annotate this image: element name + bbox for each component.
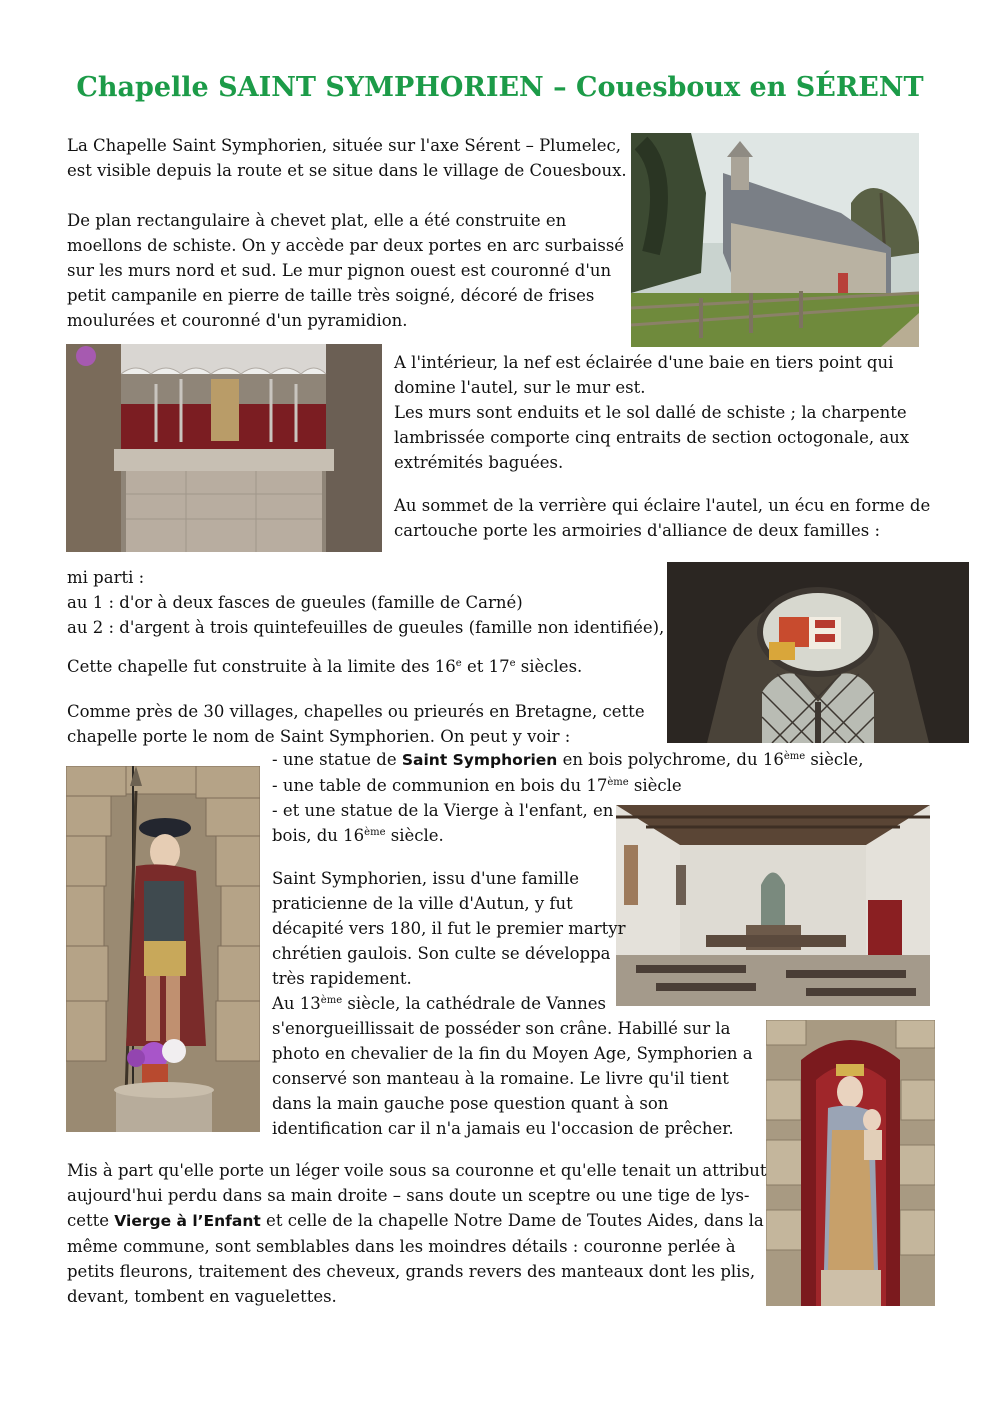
chapel-exterior-photo xyxy=(631,133,919,347)
plan-paragraph: De plan rectangulaire à chevet plat, elle a été construite en moellons de schiste. On y accède par deux portes en arc surbaissé sur les murs nord et sud. Le mur pignon ouest est couronné d'un petit campanile en pierre de taille très soigné, décoré de frises moulurées et couronné d'un pyramidion. xyxy=(67,211,625,330)
heraldry-paragraph: mi parti : au 1 : d'or à deux fasces de gueules (famille de Carné) au 2 : d'argent à trois quintefeuilles de gueules (famille non identifiée), xyxy=(67,568,665,637)
list-item: - une statue de Saint Symphorien en bois polychrome, du 16ème siècle, xyxy=(272,750,864,769)
intro-paragraph: La Chapelle Saint Symphorien, située sur l'axe Sérent – Plumelec, est visible depuis la route et se situe dans le village de Couesboux. xyxy=(67,136,627,180)
list-item: - et une statue de la Vierge à l'enfant, en xyxy=(272,801,614,820)
saint-symphorien-statue-photo xyxy=(66,766,260,1132)
list-item-continuation: bois, du 16ème siècle. xyxy=(272,826,444,845)
stained-glass-photo xyxy=(667,562,969,743)
relic-paragraph: Au 13ème siècle, la cathédrale de Vannes s'enorgueillissait de posséder son crâne. Habillé sur la photo en chevalier de la fin du Moyen Age, Symphorien a conservé son manteau à la romaine. Le livre qu'il tient dans la main gauche pose question quant à son identification car il n'a jamais eu l'occasion de prêcher. xyxy=(272,994,753,1138)
nave-interior-photo xyxy=(616,805,930,1006)
virgin-and-child-photo xyxy=(766,1020,935,1306)
virgin-paragraph: Mis à part qu'elle porte un léger voile sous sa couronne et qu'elle tenait un attribut aujourd'hui perdu dans sa main droite – sans doute un sceptre ou une tige de lys- cette Vierge à l’Enfant et celle de la chapelle Notre Dame de Toutes Aides, dans la même commune, sont semblables dans les moindres détails : couronne perlée à petits fleurons, traitement des cheveux, grands revers des manteaux dont les plis, devant, tombent en vaguelettes. xyxy=(67,1161,767,1306)
page-title: Chapelle SAINT SYMPHORIEN – Couesboux en SÉRENT xyxy=(76,72,924,103)
dedication-paragraph: Comme près de 30 villages, chapelles ou prieurés en Bretagne, cette chapelle porte le nom de Saint Symphorien. On peut y voir : xyxy=(67,702,645,746)
construction-date-paragraph: Cette chapelle fut construite à la limite des 16e et 17e siècles. xyxy=(67,657,583,676)
interior-paragraph: A l'intérieur, la nef est éclairée d'une baie en tiers point qui domine l'autel, sur le mur est. Les murs sont enduits et le sol dallé de schiste ; la charpente lambrissée comporte cinq entraits de section octogonale, aux extrémités baguées. xyxy=(394,353,910,472)
stained-glass-paragraph: Au sommet de la verrière qui éclaire l'autel, un écu en forme de cartouche porte les armoiries d'alliance de deux familles : xyxy=(394,496,931,540)
altar-photo xyxy=(66,344,382,552)
biography-paragraph: Saint Symphorien, issu d'une famille praticienne de la ville d'Autun, y fut décapité vers 180, il fut le premier martyr chrétien gaulois. Son culte se développa très rapidement. xyxy=(272,869,626,988)
list-item: - une table de communion en bois du 17ème siècle xyxy=(272,776,682,795)
